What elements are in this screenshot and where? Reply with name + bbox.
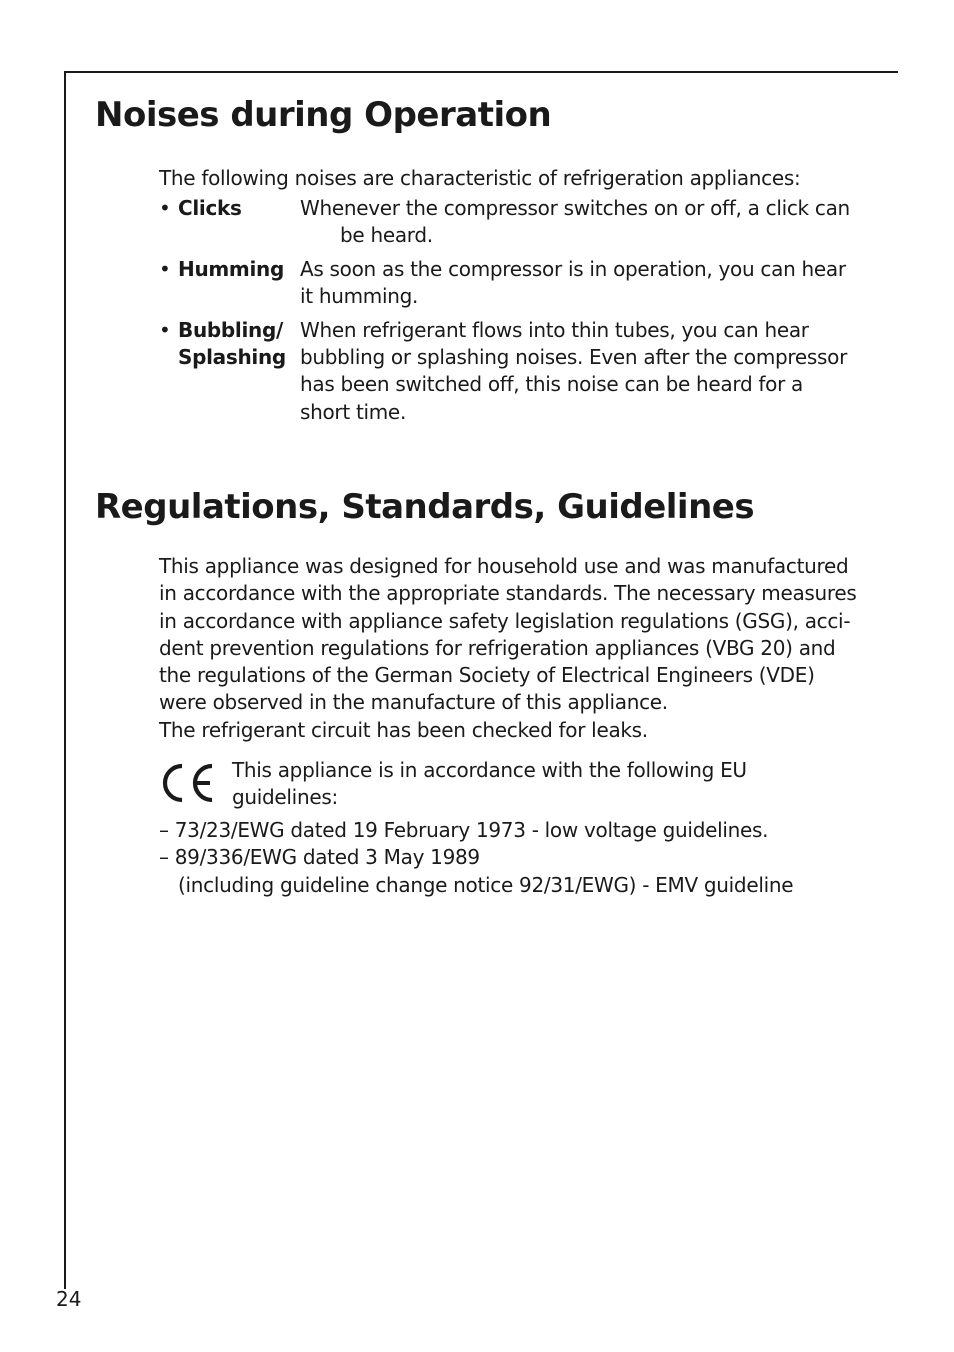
term-bubbling: Bubbling/ [178,318,283,342]
ce-statement-line: guidelines: [232,785,338,809]
paragraph-line: in accordance with appliance safety legislation regulations (GSG), acci- [159,608,851,633]
ce-statement-line: This appliance is in accordance with the following EU [232,758,747,782]
paragraph-line: This appliance was designed for household use and was manufactured [159,554,849,578]
page-frame-left-rule [64,71,66,1289]
guideline-item-continuation: (including guideline change notice 92/31/EWG) - EMV guideline [178,873,794,897]
bubbling-desc-line: has been switched off, this noise can be heard for a [300,372,804,396]
humming-desc-line: it humming. [300,284,419,308]
paragraph-line: The refrigerant circuit has been checked for leaks. [159,717,648,742]
bubbling-desc-line: When refrigerant flows into thin tubes, you can hear [300,318,809,342]
regulations-paragraph [159,553,879,744]
clicks-desc-line: Whenever the compressor switches on or off, a click can [300,196,850,220]
bullet: • [159,257,171,281]
term-humming: Humming [178,257,284,281]
humming-desc-line: As soon as the compressor is in operation, you can hear [300,257,846,281]
noises-intro: The following noises are characteristic of refrigeration appliances: [159,166,801,190]
paragraph-line: were observed in the manufacture of this appliance. [159,690,668,715]
guideline-item: – 89/336/EWG dated 3 May 1989 [159,845,480,869]
page-number: 24 [56,1287,82,1311]
regulations-section-title: Regulations, Standards, Guidelines [95,487,755,527]
ce-mark-icon [160,762,216,804]
guideline-item: – 73/23/EWG dated 19 February 1973 - low voltage guidelines. [159,818,769,842]
noises-section-title: Noises during Operation [95,95,552,135]
clicks-desc-line: be heard. [340,223,433,247]
bullet: • [159,318,171,342]
bubbling-desc-line: short time. [300,400,406,424]
bullet: • [159,196,171,220]
page-frame-top-rule [64,71,898,73]
paragraph-line: dent prevention regulations for refrigeration appliances (VBG 20) and [159,635,836,660]
term-clicks: Clicks [178,196,242,220]
paragraph-line: in accordance with the appropriate standards. The necessary measures [159,581,857,606]
bubbling-desc-line: bubbling or splashing noises. Even after the compressor [300,345,848,369]
paragraph-line: the regulations of the German Society of Electrical Engineers (VDE) [159,663,815,688]
term-splashing: Splashing [178,345,286,369]
